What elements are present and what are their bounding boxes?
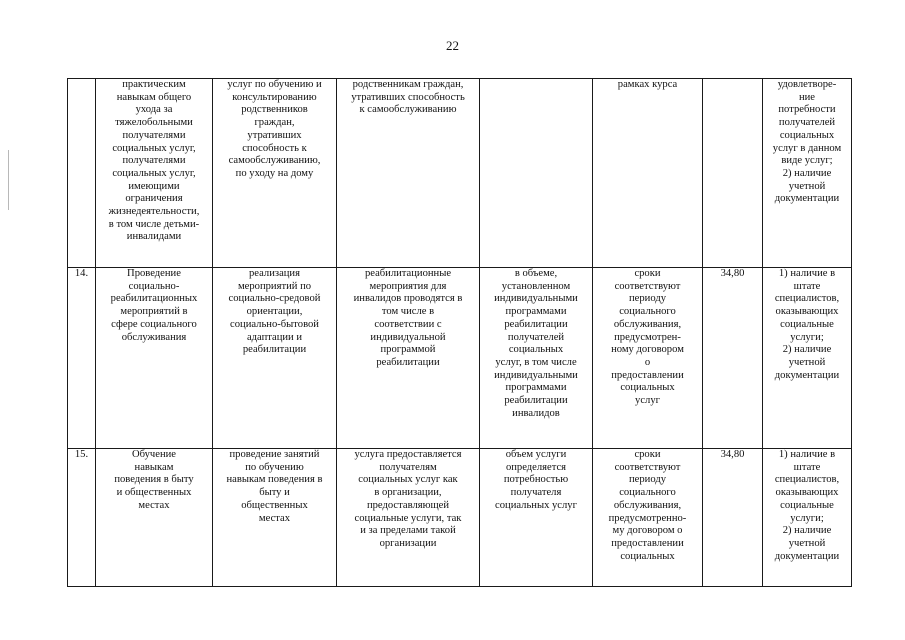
- service-quality: 1) наличие в штате специалистов, оказывающих социальные услуги; 2) наличие учетной документации: [763, 268, 852, 449]
- table-row: [68, 79, 852, 268]
- service-description: проведение занятий по обучению навыкам поведения в быту и общественных местах: [213, 449, 337, 587]
- service-name: Проведение социально- реабилитационных мероприятий в сфере социального обслуживания: [96, 268, 213, 449]
- service-quality: 1) наличие в штате специалистов, оказывающих социальные услуги; 2) наличие учетной документации: [763, 449, 852, 587]
- service-price: 34,80: [703, 449, 763, 587]
- service-description: услуг по обучению и консультированию родственников граждан, утративших способность к самообслуживанию, по уходу на дому: [213, 79, 337, 268]
- service-content: реабилитационные мероприятия для инвалидов проводятся в том числе в соответствии с индивидуальной программой реабилитации: [337, 268, 480, 449]
- services-table: [67, 78, 852, 587]
- service-price: [703, 79, 763, 268]
- page-number: 22: [446, 38, 459, 53]
- row-number: [68, 79, 96, 268]
- service-volume: объем услуги определяется потребностью получателя социальных услуг: [480, 449, 593, 587]
- service-name: Обучение навыкам поведения в быту и общественных местах: [96, 449, 213, 587]
- service-terms: сроки соответствуют периоду социального обслуживания, предусмотрен- ному договором о предоставлении социальных услуг: [593, 268, 703, 449]
- row-number: 14.: [68, 268, 96, 449]
- margin-mark: [8, 150, 9, 210]
- service-name: практическим навыкам общего ухода за тяжелобольными получателями социальных услуг, получателями социальных услуг, имеющими ограничения жизнедеятельности, в том числе детьми- инвалидами: [96, 79, 213, 268]
- service-terms: рамках курса: [593, 79, 703, 268]
- service-description: реализация мероприятий по социально-средовой ориентации, социально-бытовой адаптации и реабилитации: [213, 268, 337, 449]
- row-number: 15.: [68, 449, 96, 587]
- service-quality: удовлетворе- ние потребности получателей социальных услуг в данном виде услуг; 2) наличие учетной документации: [763, 79, 852, 268]
- service-volume: в объеме, установленном индивидуальными программами реабилитации получателей социальных услуг, в том числе индивидуальными программами реабилитации инвалидов: [480, 268, 593, 449]
- service-terms: сроки соответствуют периоду социального обслуживания, предусмотренно- му договором о предоставлении социальных: [593, 449, 703, 587]
- table-row: [68, 268, 852, 449]
- service-content: услуга предоставляется получателям социальных услуг как в организации, предоставляющей социальные услуги, так и за пределами такой организации: [337, 449, 480, 587]
- table-row: [68, 449, 852, 587]
- service-content: родственникам граждан, утративших способность к самообслуживанию: [337, 79, 480, 268]
- service-volume: [480, 79, 593, 268]
- service-price: 34,80: [703, 268, 763, 449]
